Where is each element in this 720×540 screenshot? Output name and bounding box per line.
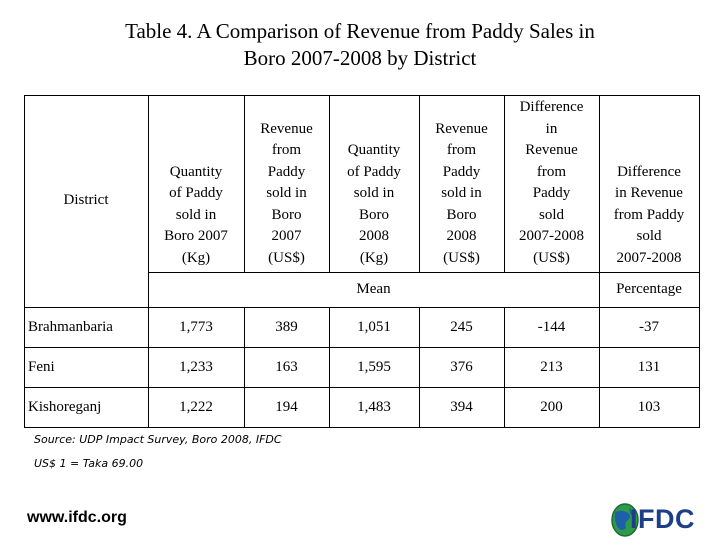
logo-text: IFDC: [630, 504, 695, 534]
row-1-qty2008: 1,051: [357, 319, 391, 335]
row-2-rev2008: 376: [450, 359, 473, 375]
row-3-rev2007: 194: [275, 399, 298, 415]
row-1-rev2008: 245: [450, 319, 473, 335]
header-quantity-2008: Quantity of Paddy sold in Boro 2008 (Kg): [347, 142, 401, 266]
subheader-mean: Mean: [356, 280, 391, 297]
row-3-diff: 200: [540, 399, 563, 415]
header-district: District: [63, 192, 109, 209]
row-3-rev2008: 394: [450, 399, 473, 415]
row-1-diffpct: -37: [639, 319, 659, 335]
header-quantity-2007: Quantity of Paddy sold in Boro 2007 (Kg): [164, 163, 228, 266]
row-3-qty2007: 1,222: [179, 399, 213, 415]
header-revenue-2008: Revenue from Paddy sold in Boro 2008 (US$): [435, 120, 488, 266]
revenue-comparison-table: [24, 95, 700, 428]
row-1-diff: -144: [537, 319, 566, 335]
row-2-district: Feni: [28, 359, 55, 375]
subheader-percentage: Percentage: [616, 280, 682, 297]
header-revenue-2007: Revenue from Paddy sold in Boro 2007 (US$): [260, 120, 313, 266]
row-2-diffpct: 131: [637, 359, 661, 375]
row-3-qty2008: 1,483: [357, 399, 391, 415]
row-1-qty2007: 1,773: [179, 319, 213, 335]
website-url[interactable]: www.ifdc.org: [27, 509, 127, 526]
row-1-rev2007: 389: [275, 319, 298, 335]
row-2-diff: 213: [540, 359, 563, 375]
ifdc-logo: [610, 501, 705, 539]
source-note: Source: UDP Impact Survey, Boro 2008, IFDC: [34, 433, 282, 446]
title-line-1: Table 4. A Comparison of Revenue from Paddy Sales in: [125, 19, 595, 43]
row-3-district: Kishoreganj: [28, 399, 102, 415]
row-2-rev2007: 163: [275, 359, 298, 375]
header-difference-percent: Difference in Revenue from Paddy sold 2007-2008: [613, 163, 685, 266]
title-line-2: Boro 2007-2008 by District: [243, 46, 477, 70]
table-border-right: [699, 95, 700, 428]
page-title: [0, 18, 720, 72]
row-2-qty2008: 1,595: [357, 359, 391, 375]
exchange-rate-note: US$ 1 = Taka 69.00: [34, 457, 144, 470]
header-difference: Difference in Revenue from Paddy sold 2007-2008 (US$): [519, 99, 584, 266]
row-2-qty2007: 1,233: [179, 359, 213, 375]
row-1-district: Brahmanbaria: [28, 319, 113, 335]
row-3-diffpct: 103: [637, 399, 661, 415]
